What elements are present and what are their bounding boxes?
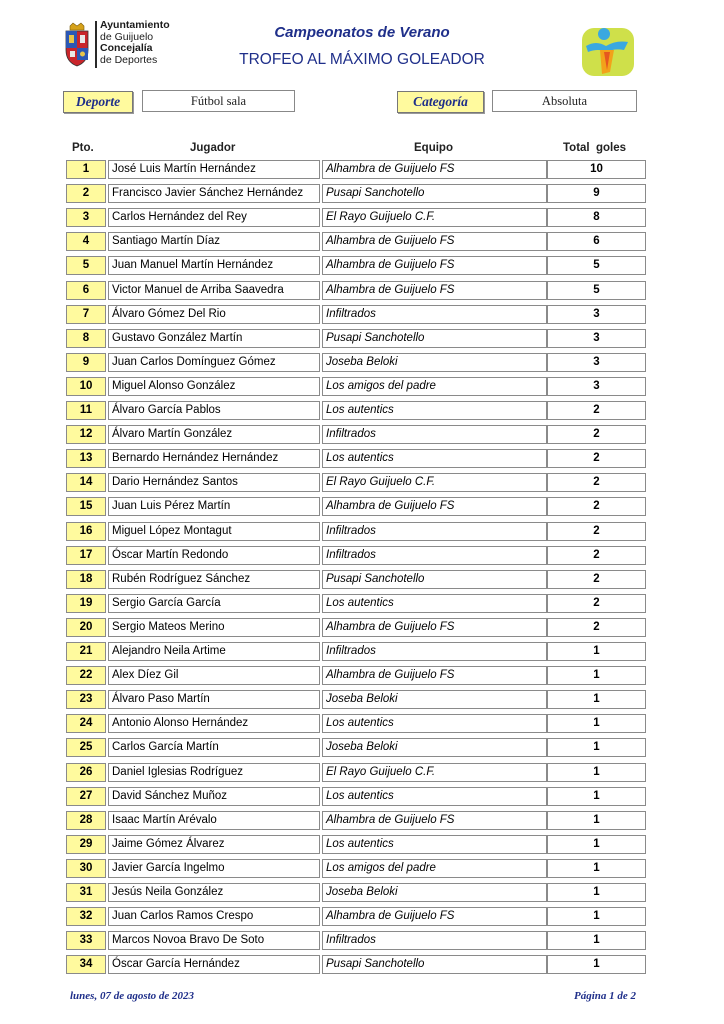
table-row [0,449,724,468]
position-cell: 19 [66,594,106,613]
table-row [0,208,724,227]
goals-cell: 1 [547,883,646,902]
position-cell: 31 [66,883,106,902]
position-cell: 16 [66,522,106,541]
player-cell: Santiago Martín Díaz [108,232,320,251]
player-cell: Gustavo González Martín [108,329,320,348]
position-cell: 18 [66,570,106,589]
player-cell: Miguel Alonso González [108,377,320,396]
team-cell: Los autentics [322,449,547,468]
team-cell: Pusapi Sanchotello [322,955,547,974]
player-cell: David Sánchez Muñoz [108,787,320,806]
table-row [0,401,724,420]
player-cell: Sergio Mateos Merino [108,618,320,637]
footer-date: lunes, 07 de agosto de 2023 [70,990,195,1002]
table-row [0,714,724,733]
table-row [0,883,724,902]
player-cell: Alejandro Neila Artime [108,642,320,661]
table-row [0,835,724,854]
header-position: Pto. [72,142,94,154]
team-cell: Pusapi Sanchotello [322,570,547,589]
player-cell: Álvaro Martín González [108,425,320,444]
position-cell: 22 [66,666,106,685]
goals-cell: 1 [547,955,646,974]
sport-value: Fútbol sala [142,90,295,112]
player-cell: Óscar García Hernández [108,955,320,974]
table-row [0,425,724,444]
org-line-2: de Guijuelo [100,30,154,43]
position-cell: 1 [66,160,106,179]
goals-cell: 3 [547,329,646,348]
team-cell: Joseba Beloki [322,738,547,757]
team-cell: El Rayo Guijuelo C.F. [322,763,547,782]
player-cell: Isaac Martín Arévalo [108,811,320,830]
goals-cell: 1 [547,738,646,757]
position-cell: 13 [66,449,106,468]
team-cell: Pusapi Sanchotello [322,184,547,203]
table-row [0,594,724,613]
team-cell: Joseba Beloki [322,353,547,372]
team-cell: Los autentics [322,594,547,613]
team-cell: Los autentics [322,714,547,733]
goals-cell: 2 [547,497,646,516]
team-cell: Infiltrados [322,931,547,950]
goals-cell: 2 [547,401,646,420]
position-cell: 2 [66,184,106,203]
table-row [0,281,724,300]
player-cell: Álvaro García Pablos [108,401,320,420]
goals-cell: 1 [547,642,646,661]
position-cell: 28 [66,811,106,830]
position-cell: 15 [66,497,106,516]
player-cell: Victor Manuel de Arriba Saavedra [108,281,320,300]
goals-cell: 3 [547,305,646,324]
position-cell: 4 [66,232,106,251]
category-value: Absoluta [492,90,637,112]
goals-cell: 1 [547,787,646,806]
header-goals: Total goles [563,142,627,154]
goals-cell: 1 [547,666,646,685]
goals-cell: 5 [547,281,646,300]
table-row [0,377,724,396]
goals-cell: 2 [547,618,646,637]
position-cell: 8 [66,329,106,348]
goals-cell: 8 [547,208,646,227]
player-cell: José Luis Martín Hernández [108,160,320,179]
goals-cell: 2 [547,522,646,541]
player-cell: Carlos García Martín [108,738,320,757]
table-row [0,256,724,275]
player-cell: Francisco Javier Sánchez Hernández [108,184,320,203]
team-cell: Alhambra de Guijuelo FS [322,618,547,637]
header-player: Jugador [190,142,236,154]
team-cell: Infiltrados [322,546,547,565]
team-cell: Alhambra de Guijuelo FS [322,907,547,926]
table-row [0,546,724,565]
goals-cell: 2 [547,473,646,492]
footer-page-number: Página 1 de 2 [574,990,637,1002]
position-cell: 34 [66,955,106,974]
goals-cell: 5 [547,256,646,275]
table-row [0,160,724,179]
team-cell: Los amigos del padre [322,377,547,396]
position-cell: 6 [66,281,106,300]
summer-mascot-icon [576,22,636,80]
position-cell: 17 [66,546,106,565]
position-cell: 25 [66,738,106,757]
player-cell: Juan Manuel Martín Hernández [108,256,320,275]
position-cell: 32 [66,907,106,926]
table-row [0,473,724,492]
table-row [0,690,724,709]
table-row [0,907,724,926]
position-cell: 21 [66,642,106,661]
table-row [0,497,724,516]
page-subtitle: TROFEO AL MÁXIMO GOLEADOR [239,51,485,68]
team-cell: Infiltrados [322,642,547,661]
player-cell: Alex Díez Gil [108,666,320,685]
table-row [0,642,724,661]
player-cell: Óscar Martín Redondo [108,546,320,565]
team-cell: Alhambra de Guijuelo FS [322,666,547,685]
player-cell: Bernardo Hernández Hernández [108,449,320,468]
team-cell: Infiltrados [322,522,547,541]
sport-label: Deporte [63,91,133,113]
table-row [0,931,724,950]
player-cell: Álvaro Paso Martín [108,690,320,709]
player-cell: Dario Hernández Santos [108,473,320,492]
goals-cell: 1 [547,714,646,733]
team-cell: El Rayo Guijuelo C.F. [322,208,547,227]
table-row [0,618,724,637]
table-row [0,353,724,372]
table-row [0,666,724,685]
player-cell: Álvaro Gómez Del Rio [108,305,320,324]
goals-cell: 2 [547,546,646,565]
table-row [0,763,724,782]
table-row [0,522,724,541]
table-row [0,955,724,974]
team-cell: Infiltrados [322,425,547,444]
team-cell: Alhambra de Guijuelo FS [322,256,547,275]
goals-cell: 2 [547,449,646,468]
team-cell: Alhambra de Guijuelo FS [322,281,547,300]
position-cell: 5 [66,256,106,275]
goals-cell: 1 [547,835,646,854]
team-cell: Alhambra de Guijuelo FS [322,811,547,830]
table-row [0,570,724,589]
goals-cell: 6 [547,232,646,251]
category-label: Categoría [397,91,484,113]
page-title: Campeonatos de Verano [274,24,450,41]
position-cell: 9 [66,353,106,372]
player-cell: Antonio Alonso Hernández [108,714,320,733]
position-cell: 30 [66,859,106,878]
player-cell: Juan Carlos Domínguez Gómez [108,353,320,372]
team-cell: Los autentics [322,787,547,806]
position-cell: 12 [66,425,106,444]
goals-cell: 1 [547,811,646,830]
org-line-3: Concejalía [100,42,153,54]
team-cell: Los autentics [322,835,547,854]
position-cell: 27 [66,787,106,806]
player-cell: Rubén Rodríguez Sánchez [108,570,320,589]
player-cell: Daniel Iglesias Rodríguez [108,763,320,782]
team-cell: El Rayo Guijuelo C.F. [322,473,547,492]
player-cell: Sergio García García [108,594,320,613]
player-cell: Marcos Novoa Bravo De Soto [108,931,320,950]
position-cell: 11 [66,401,106,420]
goals-cell: 1 [547,907,646,926]
team-cell: Alhambra de Guijuelo FS [322,232,547,251]
position-cell: 3 [66,208,106,227]
goals-cell: 1 [547,859,646,878]
position-cell: 10 [66,377,106,396]
team-cell: Los amigos del padre [322,859,547,878]
player-cell: Miguel López Montagut [108,522,320,541]
goals-cell: 3 [547,377,646,396]
table-row [0,305,724,324]
team-cell: Joseba Beloki [322,883,547,902]
table-row [0,184,724,203]
player-cell: Juan Luis Pérez Martín [108,497,320,516]
team-cell: Los autentics [322,401,547,420]
goals-cell: 2 [547,570,646,589]
header-team: Equipo [414,142,453,154]
team-cell: Infiltrados [322,305,547,324]
player-cell: Jesús Neila González [108,883,320,902]
team-cell: Pusapi Sanchotello [322,329,547,348]
table-row [0,329,724,348]
table-row [0,859,724,878]
player-cell: Jaime Gómez Álvarez [108,835,320,854]
position-cell: 7 [66,305,106,324]
position-cell: 14 [66,473,106,492]
goals-cell: 1 [547,763,646,782]
position-cell: 20 [66,618,106,637]
goals-cell: 1 [547,690,646,709]
position-cell: 33 [66,931,106,950]
goals-cell: 9 [547,184,646,203]
org-line-4: de Deportes [100,53,158,66]
player-cell: Juan Carlos Ramos Crespo [108,907,320,926]
team-cell: Alhambra de Guijuelo FS [322,497,547,516]
team-cell: Joseba Beloki [322,690,547,709]
goals-cell: 3 [547,353,646,372]
position-cell: 24 [66,714,106,733]
position-cell: 29 [66,835,106,854]
goals-cell: 2 [547,425,646,444]
goals-cell: 1 [547,931,646,950]
org-line-1: Ayuntamiento [100,19,170,31]
table-row [0,787,724,806]
player-cell: Javier García Ingelmo [108,859,320,878]
table-row [0,738,724,757]
position-cell: 26 [66,763,106,782]
player-cell: Carlos Hernández del Rey [108,208,320,227]
goals-cell: 2 [547,594,646,613]
table-row [0,811,724,830]
table-row [0,232,724,251]
goals-cell: 10 [547,160,646,179]
position-cell: 23 [66,690,106,709]
team-cell: Alhambra de Guijuelo FS [322,160,547,179]
